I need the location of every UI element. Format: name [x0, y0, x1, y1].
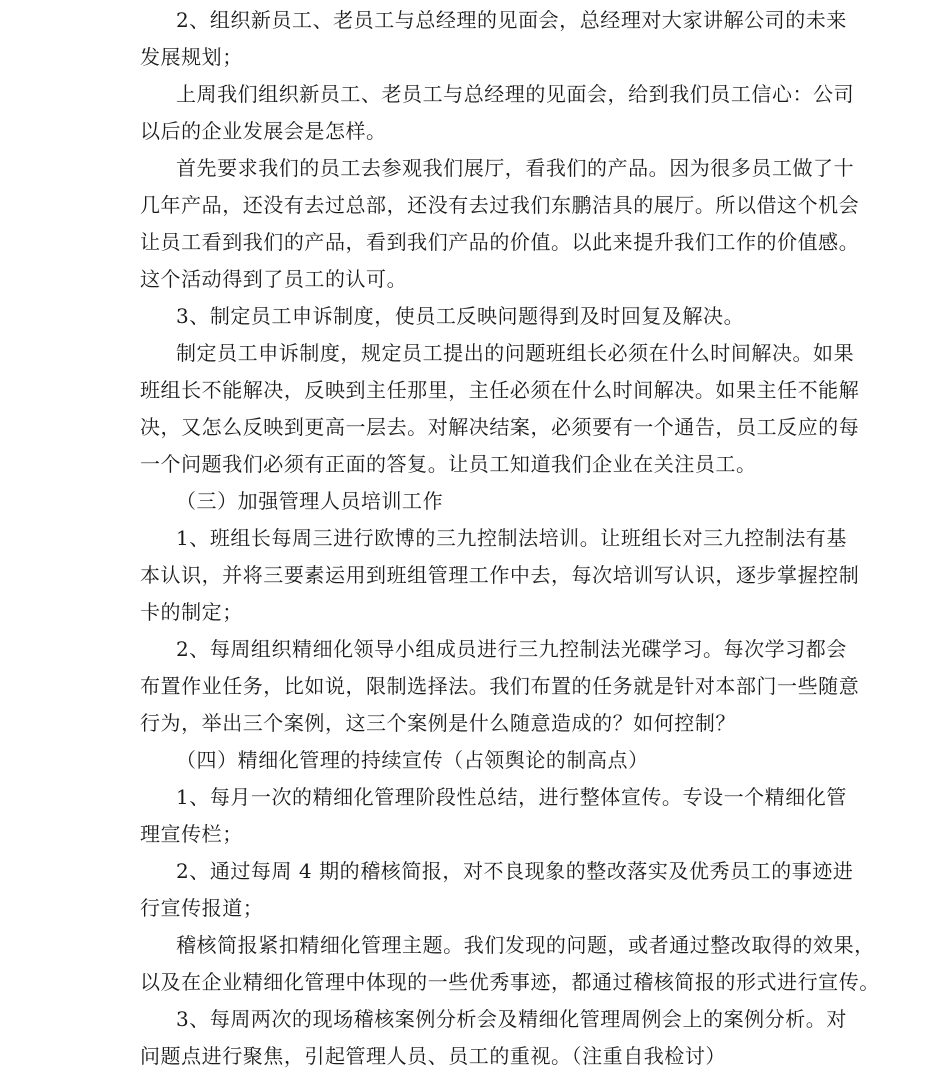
text-line: 3、每周两次的现场稽核案例分析会及精细化管理周例会上的案例分析。对 [176, 1007, 847, 1031]
text-line: 布置作业任务，比如说，限制选择法。我们布置的任务就是针对本部门一些随意 [140, 674, 860, 698]
text-line: 以及在企业精细化管理中体现的一些优秀事迹，都通过稽核简报的形式进行宣传。 [140, 970, 880, 994]
text-line: 1、每月一次的精细化管理阶段性总结，进行整体宣传。专设一个精细化管 [176, 785, 847, 809]
text-line: 制定员工申诉制度，规定员工提出的问题班组长必须在什么时间解决。如果 [176, 341, 855, 365]
text-line: 让员工看到我们的产品，看到我们产品的价值。以此来提升我们工作的价值感。 [140, 230, 860, 254]
text-line: 以后的企业发展会是怎样。 [140, 119, 387, 143]
text-line: 上周我们组织新员工、老员工与总经理的见面会，给到我们员工信心：公司 [176, 82, 855, 106]
section-heading: （四）精细化管理的持续宣传（占领舆论的制高点） [176, 748, 649, 772]
text-line: 问题点进行聚焦，引起管理人员、员工的重视。（注重自我检讨） [140, 1044, 726, 1068]
section-heading: （三）加强管理人员培训工作 [176, 489, 444, 513]
text-line: 3、制定员工申诉制度，使员工反映问题得到及时回复及解决。 [176, 304, 745, 328]
text-line: 行为，举出三个案例，这三个案例是什么随意造成的？如何控制？ [140, 711, 736, 735]
text-line: 卡的制定； [140, 600, 243, 624]
text-line: 稽核简报紧扣精细化管理主题。我们发现的问题，或者通过整改取得的效果， [176, 933, 875, 957]
text-line: 几年产品，还没有去过总部，还没有去过我们东鹏洁具的展厅。所以借这个机会 [140, 193, 860, 217]
text-line: 2、每周组织精细化领导小组成员进行三九控制法光碟学习。每次学习都会 [176, 637, 847, 661]
text-line: 决，又怎么反映到更高一层去。对解决结案，必须要有一个通告，员工反应的每 [140, 415, 860, 439]
text-line: 这个活动得到了员工的认可。 [140, 267, 408, 291]
text-line: 2、通过每周 4 期的稽核简报，对不良现象的整改落实及优秀员工的事迹进 [176, 859, 854, 883]
text-line: 理宣传栏； [140, 822, 243, 846]
text-line: 一个问题我们必须有正面的答复。让员工知道我们企业在关注员工。 [140, 452, 757, 476]
text-line: 本认识，并将三要素运用到班组管理工作中去，每次培训写认识，逐步掌握控制 [140, 563, 860, 587]
text-line: 2、组织新员工、老员工与总经理的见面会，总经理对大家讲解公司的未来 [176, 8, 847, 32]
text-line: 班组长不能解决，反映到主任那里，主任必须在什么时间解决。如果主任不能解 [140, 378, 860, 402]
text-line: 首先要求我们的员工去参观我们展厅，看我们的产品。因为很多员工做了十 [176, 156, 855, 180]
text-line: 行宣传报道； [140, 896, 264, 920]
text-line: 1、班组长每周三进行欧博的三九控制法培训。让班组长对三九控制法有基 [176, 526, 847, 550]
text-line: 发展规划； [140, 45, 243, 69]
